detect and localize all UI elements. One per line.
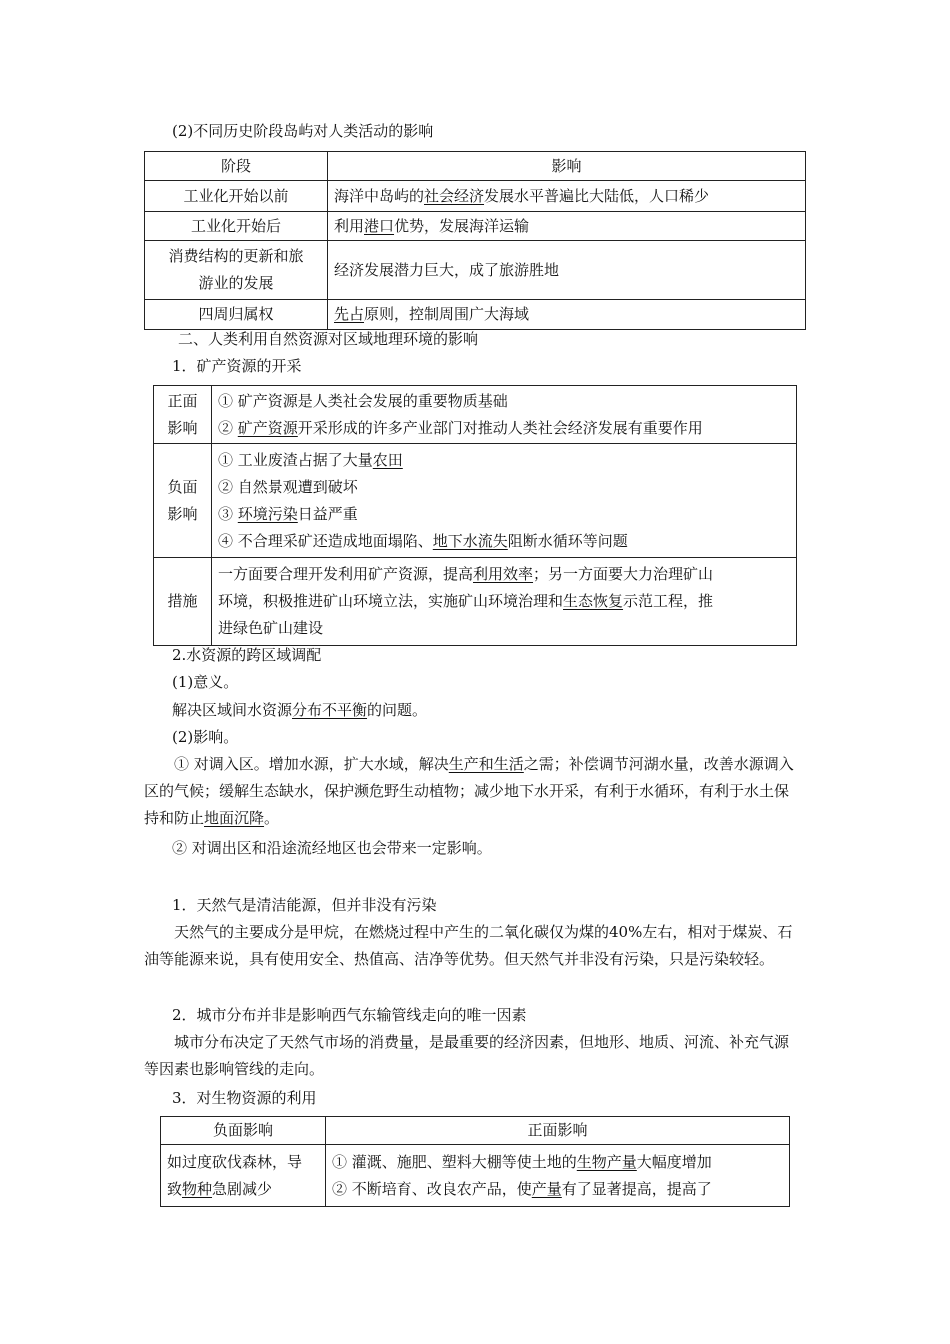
meaning-heading: (1)意义。 — [172, 673, 239, 691]
stage-cell: 工业化开始后 — [145, 212, 328, 241]
header-positive: 正面影响 — [326, 1117, 790, 1145]
note1-title: 1．天然气是清洁能源，但并非没有污染 — [172, 896, 437, 914]
section2-title: 二、人类利用自然资源对区域地理环境的影响 — [178, 330, 479, 348]
note3-title: 3．对生物资源的利用 — [172, 1089, 317, 1107]
positive-label: 正面 影响 — [154, 386, 212, 444]
stage-cell: 消费结构的更新和旅 游业的发展 — [145, 241, 328, 300]
import-area-text: ① 对调入区。增加水源，扩大水域，解决生产和生活之需；补偿调节河湖水量，改善水源调入区的气候；缓解生态缺水，保护濒危野生动植物；减少地下水开采，有利于水循环，有利于水土保持和防止地面沉降。 — [144, 755, 794, 827]
stage-cell: 四周归属权 — [145, 300, 328, 330]
positive-impacts: ① 矿产资源是人类社会发展的重要物质基础 ② 矿产资源开采形成的许多产业部门对推动人类社会经济发展有重要作用 — [212, 386, 797, 444]
negative-cell: 如过度砍伐森林，导 致物种急剧减少 — [161, 1145, 326, 1207]
measures-text: 一方面要合理开发利用矿产资源，提高利用效率；另一方面要大力治理矿山 环境，积极推进矿山环境立法，实施矿山环境治理和生态恢复示范工程，推 进绿色矿山建设 — [212, 558, 797, 646]
island-table — [144, 151, 806, 330]
impact-heading: (2)影响。 — [172, 728, 239, 746]
positive-cell: ① 灌溉、施肥、塑料大棚等使土地的生物产量大幅度增加 ② 不断培育、改良农产品，使产量有了显著提高，提高了 — [326, 1145, 790, 1207]
impact-cell: 经济发展潜力巨大，成了旅游胜地 — [328, 241, 806, 300]
note2-title: 2．城市分布并非是影响西气东输管线走向的唯一因素 — [172, 1006, 527, 1024]
note1-text: 天然气的主要成分是甲烷，在燃烧过程中产生的二氧化碳仅为煤的40%左右，相对于煤炭、石油等能源来说，具有使用安全、热值高、洁净等优势。但天然气并非没有污染，只是污染较轻。 — [144, 923, 793, 968]
header-impact: 影响 — [328, 152, 806, 181]
header-stage: 阶段 — [145, 152, 328, 181]
meaning-text: 解决区域间水资源分布不平衡的问题。 — [172, 701, 428, 719]
export-area-text: ② 对调出区和沿途流经地区也会带来一定影响。 — [172, 839, 492, 857]
bio-table — [160, 1116, 790, 1207]
mineral-table — [153, 385, 797, 646]
impact-cell: 利用港口优势，发展海洋运输 — [328, 212, 806, 241]
stage-cell: 工业化开始以前 — [145, 181, 328, 212]
negative-impacts: ① 工业废渣占据了大量农田 ② 自然景观遭到破坏 ③ 环境污染日益严重 ④ 不合理采矿还造成地面塌陷、地下水流失阻断水循环等问题 — [212, 444, 797, 558]
impact-cell: 海洋中岛屿的社会经济发展水平普遍比大陆低，人口稀少 — [328, 181, 806, 212]
note2-text: 城市分布决定了天然气市场的消费量，是最重要的经济因素，但地形、地质、河流、补充气源等因素也影响管线的走向。 — [144, 1033, 790, 1078]
table1-heading: (2)不同历史阶段岛屿对人类活动的影响 — [172, 122, 434, 140]
mineral-title: 1．矿产资源的开采 — [172, 357, 302, 375]
header-negative: 负面影响 — [161, 1117, 326, 1145]
measures-label: 措施 — [154, 558, 212, 646]
water-title: 2.水资源的跨区域调配 — [172, 646, 322, 664]
impact-cell: 先占原则，控制周围广大海域 — [328, 300, 806, 330]
negative-label: 负面 影响 — [154, 444, 212, 558]
